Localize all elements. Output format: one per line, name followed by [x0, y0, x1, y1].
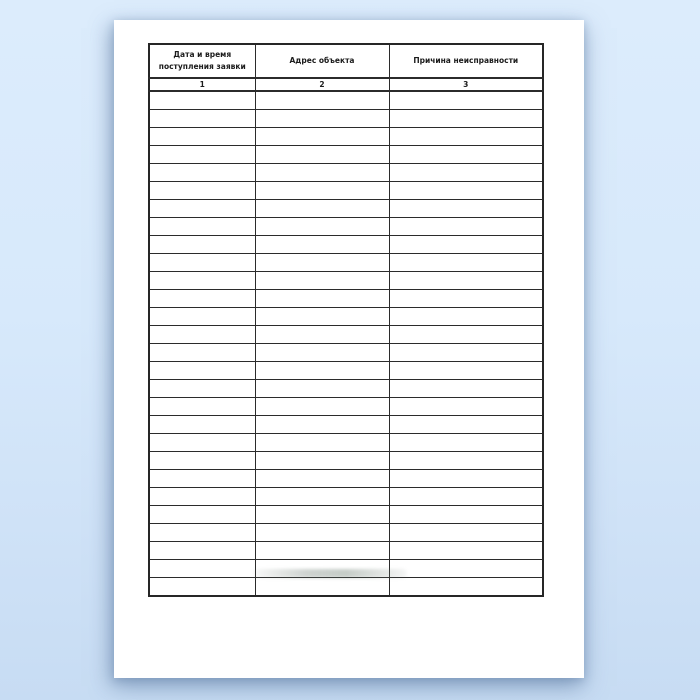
empty-cell [255, 272, 389, 290]
empty-cell [389, 326, 543, 344]
empty-cell [389, 164, 543, 182]
empty-cell [149, 236, 255, 254]
empty-cell [389, 506, 543, 524]
empty-cell [149, 182, 255, 200]
empty-cell [149, 560, 255, 578]
empty-cell [149, 344, 255, 362]
empty-cell [149, 272, 255, 290]
table-row [149, 488, 543, 506]
empty-cell [149, 200, 255, 218]
table-row [149, 542, 543, 560]
header-cell-fault-reason: Причина неисправности [389, 44, 543, 78]
table-row [149, 506, 543, 524]
document-page [114, 20, 584, 678]
empty-cell [389, 308, 543, 326]
empty-cell [389, 398, 543, 416]
empty-cell [149, 290, 255, 308]
empty-cell [255, 218, 389, 236]
table-row [149, 380, 543, 398]
column-number-2: 2 [255, 78, 389, 91]
empty-cell [389, 380, 543, 398]
empty-cell [255, 236, 389, 254]
empty-cell [149, 164, 255, 182]
empty-cell [149, 506, 255, 524]
table-row [149, 128, 543, 146]
empty-cell [389, 362, 543, 380]
empty-cell [389, 182, 543, 200]
empty-cell [149, 308, 255, 326]
empty-cell [149, 380, 255, 398]
table-row [149, 452, 543, 470]
table-row [149, 254, 543, 272]
empty-cell [255, 362, 389, 380]
empty-cell [149, 254, 255, 272]
empty-cell [149, 524, 255, 542]
table-row [149, 416, 543, 434]
empty-cell [389, 110, 543, 128]
empty-cell [255, 182, 389, 200]
table-row [149, 182, 543, 200]
empty-cell [389, 488, 543, 506]
table-row [149, 218, 543, 236]
empty-cell [389, 272, 543, 290]
empty-cell [255, 524, 389, 542]
empty-cell [255, 380, 389, 398]
table-row [149, 560, 543, 578]
empty-cell [255, 164, 389, 182]
empty-cell [389, 290, 543, 308]
empty-cell [389, 470, 543, 488]
table-row [149, 344, 543, 362]
empty-cell [389, 218, 543, 236]
empty-cell [389, 128, 543, 146]
empty-cell [255, 416, 389, 434]
empty-cell [149, 362, 255, 380]
column-number-1: 1 [149, 78, 255, 91]
empty-cell [255, 254, 389, 272]
request-log-table [148, 43, 544, 597]
empty-cell [255, 146, 389, 164]
header-cell-request-datetime: Дата и время поступления заявки [149, 44, 255, 78]
empty-cell [255, 128, 389, 146]
empty-cell [149, 452, 255, 470]
table-row [149, 470, 543, 488]
empty-cell [255, 506, 389, 524]
empty-cell [149, 218, 255, 236]
header-row [149, 44, 543, 78]
table-row [149, 146, 543, 164]
empty-cell [389, 200, 543, 218]
empty-cell [149, 326, 255, 344]
empty-cell [255, 290, 389, 308]
column-number-3: 3 [389, 78, 543, 91]
table-row [149, 91, 543, 110]
empty-cell [255, 488, 389, 506]
empty-cell [149, 91, 255, 110]
table-row [149, 308, 543, 326]
empty-cell [389, 254, 543, 272]
empty-cell [255, 110, 389, 128]
empty-cell [149, 542, 255, 560]
empty-cell [149, 578, 255, 597]
table-row [149, 326, 543, 344]
table-row [149, 290, 543, 308]
empty-cell [149, 110, 255, 128]
empty-cell [255, 91, 389, 110]
empty-cell [255, 470, 389, 488]
empty-cell [255, 308, 389, 326]
table-row [149, 434, 543, 452]
empty-cell [149, 128, 255, 146]
empty-cell [149, 470, 255, 488]
table-body [149, 91, 543, 596]
empty-cell [389, 452, 543, 470]
table-row [149, 164, 543, 182]
empty-cell [255, 344, 389, 362]
table-row [149, 398, 543, 416]
empty-cell [255, 326, 389, 344]
empty-cell [389, 560, 543, 578]
empty-cell [389, 578, 543, 597]
empty-cell [255, 434, 389, 452]
empty-cell [389, 416, 543, 434]
empty-cell [255, 200, 389, 218]
empty-cell [255, 542, 389, 560]
empty-cell [149, 398, 255, 416]
table-row [149, 524, 543, 542]
column-number-row [149, 78, 543, 91]
empty-cell [389, 91, 543, 110]
empty-cell [389, 434, 543, 452]
empty-cell [255, 560, 389, 578]
empty-cell [149, 146, 255, 164]
empty-cell [255, 398, 389, 416]
empty-cell [389, 542, 543, 560]
table-row [149, 110, 543, 128]
empty-cell [389, 344, 543, 362]
empty-cell [149, 488, 255, 506]
empty-cell [255, 452, 389, 470]
empty-cell [149, 416, 255, 434]
empty-cell [149, 434, 255, 452]
table-row [149, 578, 543, 597]
header-cell-object-address: Адрес объекта [255, 44, 389, 78]
table-row [149, 272, 543, 290]
empty-cell [389, 236, 543, 254]
empty-cell [255, 578, 389, 597]
empty-cell [389, 146, 543, 164]
table-row [149, 200, 543, 218]
empty-cell [389, 524, 543, 542]
table-row [149, 236, 543, 254]
table-row [149, 362, 543, 380]
